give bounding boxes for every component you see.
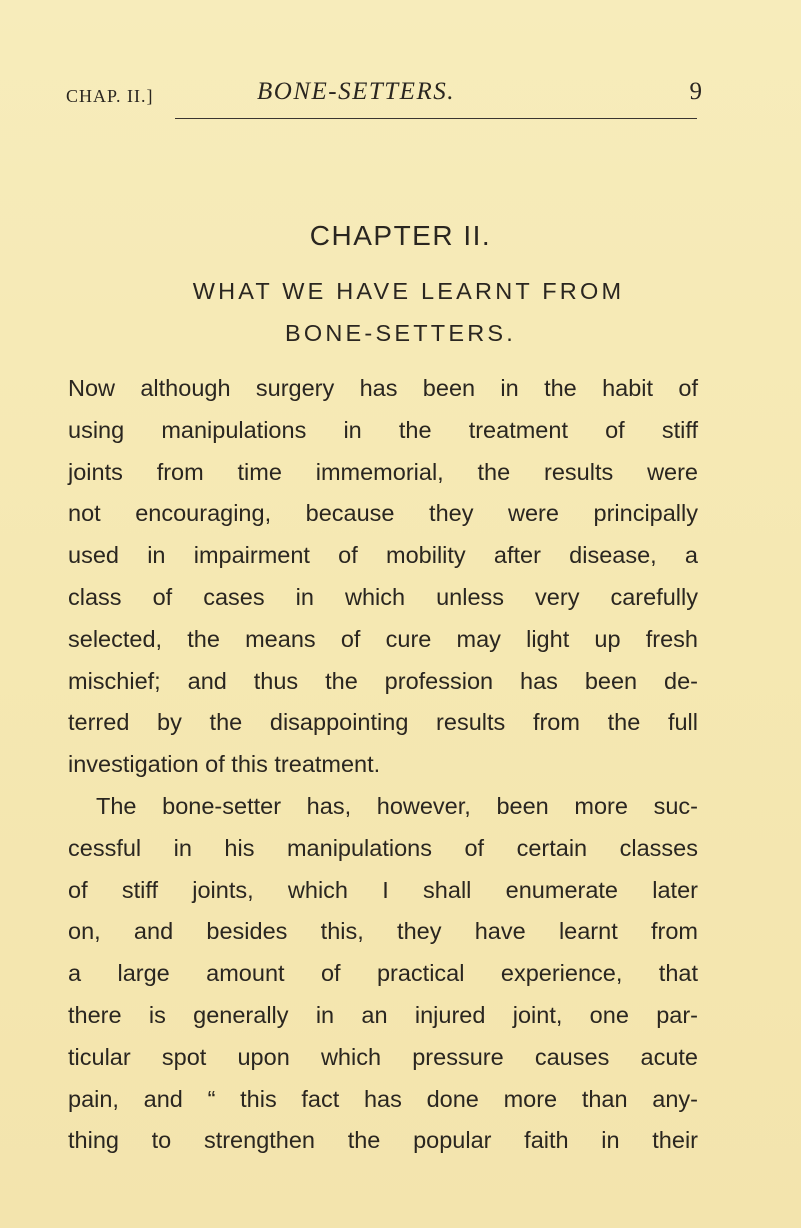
running-head-title: BONE-SETTERS.: [257, 78, 455, 105]
text-line: joints from time immemorial, the results were: [68, 458, 698, 485]
text-line: selected, the means of cure may light up fresh: [68, 625, 698, 652]
text-line: investigation of this treatment.: [68, 751, 381, 778]
text-line: used in impairment of mobility after disease, a: [68, 542, 698, 569]
running-head-chapter: CHAP. II.]: [66, 86, 154, 106]
text-line: a large amount of practical experience, that: [68, 960, 698, 987]
text-line: there is generally in an injured joint, one par-: [68, 1001, 698, 1028]
header-rule: [175, 118, 697, 119]
text-line: ticular spot upon which pressure causes acute: [68, 1043, 698, 1070]
text-line: of stiff joints, which I shall enumerate later: [68, 876, 698, 903]
text-line: on, and besides this, they have learnt from: [68, 918, 698, 945]
text-line: using manipulations in the treatment of stiff: [68, 416, 698, 443]
text-line: thing to strengthen the popular faith in their: [68, 1127, 698, 1154]
text-line: Now although surgery has been in the habit of: [68, 375, 698, 401]
text-line: cessful in his manipulations of certain classes: [68, 834, 698, 861]
text-line: The bone-setter has, however, been more suc-: [96, 792, 698, 819]
text-line: terred by the disappointing results from the full: [68, 709, 698, 736]
body-text: [68, 368, 698, 1162]
running-head: [62, 78, 702, 112]
page-number: 9: [689, 78, 702, 105]
text-line: pain, and “ this fact has done more than any-: [68, 1085, 698, 1112]
chapter-subheading-line-1: WHAT WE HAVE LEARNT FROM: [192, 278, 625, 304]
chapter-heading: CHAPTER II.: [309, 220, 492, 251]
text-line: class of cases in which unless very carefully: [68, 583, 698, 610]
text-line: not encouraging, because they were principally: [68, 500, 698, 527]
chapter-subheading-line-2: BONE-SETTERS.: [285, 320, 516, 346]
text-line: mischief; and thus the profession has been de-: [68, 667, 698, 694]
